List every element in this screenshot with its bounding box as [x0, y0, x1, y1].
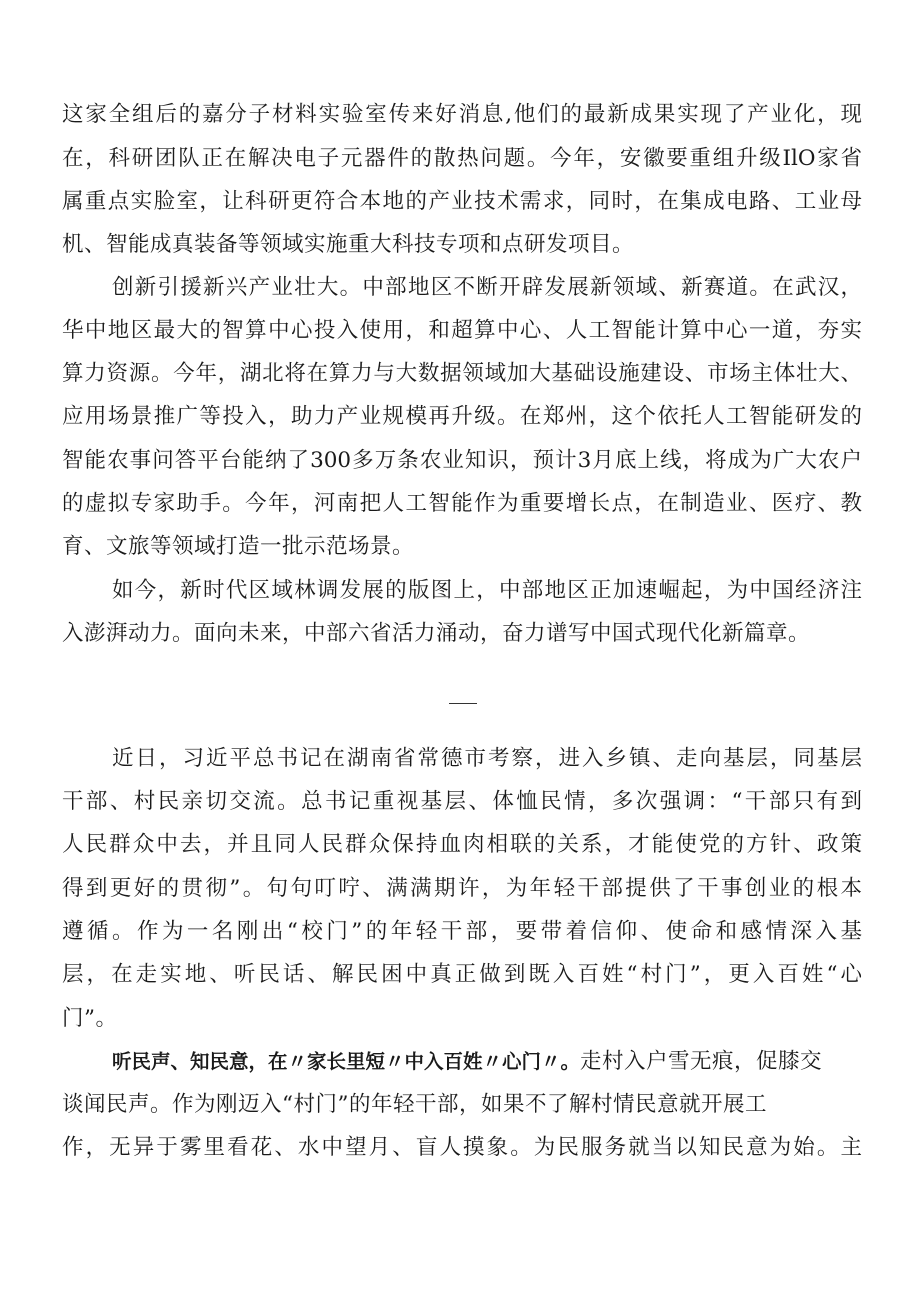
paragraph-4-line-2: 干部、村民亲切交流。总书记重视基层、体恤民情，多次强调：“干部只有到: [62, 789, 862, 814]
paragraph-5-line-1: [112, 1047, 822, 1077]
paragraph-2-line-4: 应用场景推广等投入，助力产业规模再升级。在郑州，这个依托人工智能研发的: [62, 404, 862, 429]
paragraph-5-heading: 听民声、知民意，在〃家长里短〃中入百姓〃心门〃。: [112, 1050, 581, 1073]
paragraph-1-line-4: 机、智能成真装备等领域实施重大科技专项和点研发项目。: [62, 232, 635, 257]
paragraph-2-line-5: 智能农事问答平台能纳了300多万条农业知识，预计3月底上线，将成为广大农户: [62, 448, 862, 473]
paragraph-2-line-7: 育、文旅等领域打造一批示范场景。: [62, 534, 415, 559]
paragraph-4-line-3: 人民群众中去，并且同人民群众保持血肉相联的关系，才能使党的方针、政策: [62, 832, 862, 857]
paragraph-4-line-4: 得到更好的贯彻”。句句叮咛、满满期许，为年轻干部提供了干事创业的根本: [62, 876, 862, 901]
paragraph-1-line-2: 在，科研团队正在解决电子元器件的散热问题。今年，安徽要重组升级IlO家省: [62, 146, 862, 171]
paragraph-3-line-1: 如今，新时代区域林调发展的版图上，中部地区正加速崛起，为中国经济注: [112, 578, 862, 603]
paragraph-1-line-1: 这家全组后的嘉分子材料实验室传来好消息,他们的最新成果实现了产业化，现: [62, 102, 862, 127]
paragraph-5-line-2: 谈闻民声。作为刚迈入“村门”的年轻干部，如果不了解村情民意就开展工: [62, 1092, 767, 1117]
paragraph-4-line-1: 近日，习近平总书记在湖南省常德市考察，进入乡镇、走向基层，同基层: [112, 746, 862, 771]
paragraph-4-line-5: 遵循。作为一名刚出“校门”的年轻干部，要带着信仰、使命和感情深入基: [62, 919, 862, 944]
paragraph-4-line-7: 门”。: [62, 1006, 118, 1031]
paragraph-2-line-3: 算力资源。今年，湖北将在算力与大数据领域加大基础设施建设、市场主体壮大、: [62, 361, 862, 386]
section-divider: [449, 703, 477, 704]
paragraph-1-line-3: 属重点实脸室，让科研更符合本地的产业技术需求，同时，在集成电路、工业母: [62, 189, 862, 214]
paragraph-4-line-6: 层，在走实地、听民话、解民困中真正做到既入百姓“村门”，更入百姓“心: [62, 962, 862, 987]
paragraph-2-line-1: 创新引援新兴产业壮大。中部地区不断开辟发展新领域、新赛道。在武汉，: [112, 275, 862, 300]
paragraph-2-line-2: 华中地区最大的智算中心投入使用，和超算中心、人工智能计算中心一道，夯实: [62, 318, 862, 343]
paragraph-3-line-2: 入澎湃动力。面向未来，中部六省活力涌动，奋力谱写中国式现代化新篇章。: [62, 621, 811, 646]
paragraph-5-line-3: 作，无异于雾里看花、水中望月、盲人摸象。为民服务就当以知民意为始。主: [62, 1135, 862, 1160]
paragraph-2-line-6: 的虚拟专家助手。今年，河南把人工智能作为重要增长点，在制造业、医疗、教: [62, 491, 862, 516]
paragraph-5-first-line-rest: 走村入户雪无痕，促膝交: [580, 1049, 823, 1074]
